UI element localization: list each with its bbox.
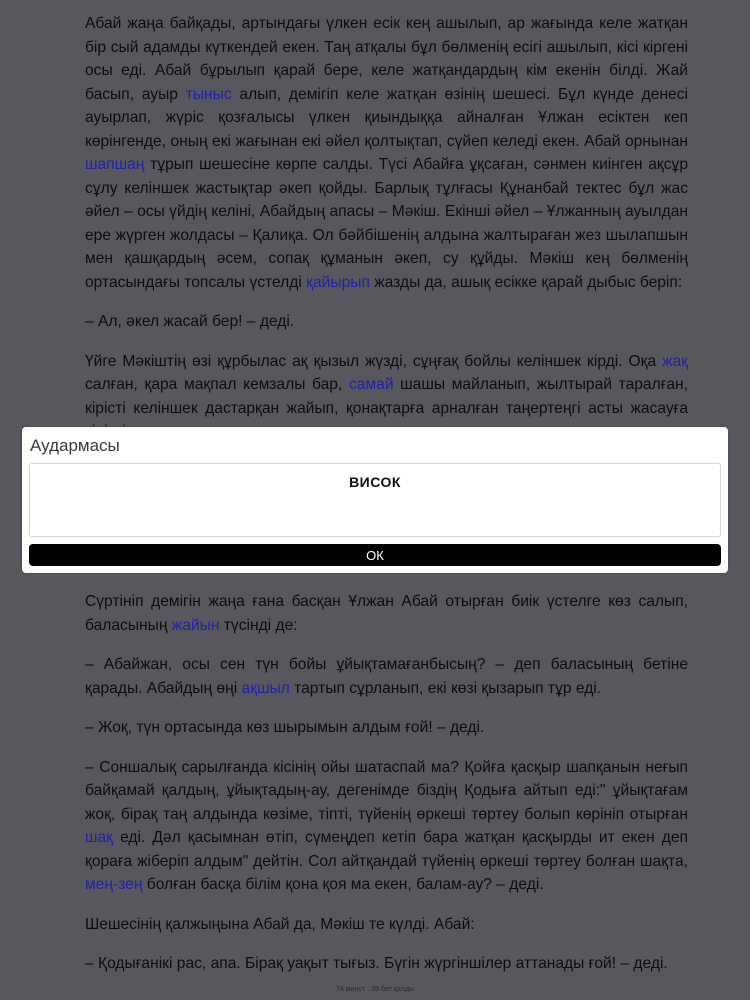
paragraph-gap bbox=[85, 936, 688, 952]
paragraph bbox=[85, 310, 688, 334]
translatable-word-link[interactable]: ақшыл bbox=[241, 679, 290, 697]
text-section-bottom bbox=[85, 590, 688, 976]
text-run: Сүртініп демігін жаңа ғана басқан Ұлжан Абай отырған биік үстелге көз салып, баласының bbox=[85, 593, 688, 634]
paragraph-gap bbox=[85, 294, 688, 310]
paragraph-gap bbox=[85, 897, 688, 913]
text-section-top bbox=[85, 12, 688, 444]
text-run: Абай жаңа байқады, артындағы үлкен есік кең ашылып, ар жағында келе жатқан бір сый адамды күткендей екен. Таң атқалы бұл бөлменің есігі ашылып, кісі кіргені осы еді. Абай бұрылып қарай бере, келе жатқандардың кім екенін білді. Жай басып, ауыр bbox=[85, 15, 688, 103]
paragraph bbox=[85, 12, 688, 294]
paragraph bbox=[85, 590, 688, 637]
text-run: – Ал, әкел жасай бер! – деді. bbox=[85, 313, 295, 330]
translatable-word-link[interactable]: жақ bbox=[662, 352, 688, 370]
translatable-word-link[interactable]: шақ bbox=[85, 829, 114, 846]
text-run: – Абайжан, осы сен түн бойы ұйықтамағанбысың? – деп баласының бетіне қарады. Абайдың өңі bbox=[85, 656, 688, 697]
ok-button[interactable]: ОК bbox=[29, 544, 721, 566]
text-run: түсінді де: bbox=[219, 616, 298, 634]
translatable-word-link[interactable]: тыныс bbox=[185, 85, 232, 103]
translatable-word-link[interactable]: самай bbox=[348, 376, 394, 393]
translatable-word-link[interactable]: мең-зең bbox=[85, 876, 143, 893]
paragraph-gap bbox=[85, 700, 688, 716]
paragraph bbox=[85, 716, 688, 740]
reading-progress-footer bbox=[0, 986, 750, 993]
text-run: тартып сұрланып, екі көзі қызарып тұр еді. bbox=[289, 679, 602, 697]
text-run: Үйге Мәкіштің өзі құрбылас ақ қызыл жүзді, сұңғақ бойлы келіншек кірді. Оқа bbox=[85, 352, 663, 370]
pages-left-text: 39 бет қалды bbox=[371, 986, 414, 993]
text-run: шашы майланып, жылтырай таралған, кірісті келіншек дастарқан жайып, қонақтарға арналған таңертеңгі асты жасауға bbox=[85, 376, 689, 417]
text-run: тұрып шешесіне көрпе салды. Түсі Абайға ұқсаған, сәнмен киінген ақсұр сұлу келіншек жастықтар әкеп қойды. Барлық тұлғасы Құнанбай тектес бұл жас әйел – осы үйдің келіні, Абайдың апасы – Мәкіш. Екінші әйел – Ұлжанның ауылдан ере жүрген жолдасы – Қалиқа. Ол бәйбішенің алдына жалтыраған жез шылапшын мен қашқардың әсем, сопақ құманын әкеп, су құйды. Мәкіш кең бөлменің ортасындағы топсалы үстелді bbox=[85, 156, 688, 291]
text-run: алып, демігіп келе жатқан өзінің шешесі. Бұл күнде денесі ауырлап, жүріс қозғалысы үлкен қиындыққа айналған Ұлжан есіктен кеп көрінгенде, оның екі жағынан екі әйел қолтықтап, сүйеп келеді екен. Абай орнынан bbox=[85, 85, 688, 150]
translatable-word-link[interactable]: шапшаң bbox=[85, 156, 145, 173]
translation-box bbox=[29, 463, 721, 537]
text-run: – Соншалық сарылғанда кісінің ойы шатаспай ма? Қойға қасқыр шапқанын неғып байқамай қалдың, ұйықтадың-ау, дегенімде біздің Қодыға айтып еді:" ұйықтағам жоқ, бірақ таң алдында көзіме, тіпті, түйенің өркеші төртеу болып көрініп отырған bbox=[85, 758, 688, 823]
translatable-word-link[interactable]: жайын bbox=[171, 616, 220, 634]
paragraph-gap bbox=[85, 637, 688, 653]
text-run: жазды да, ашық есікке қарай дыбыс беріп: bbox=[369, 273, 683, 291]
text-run: салған, қара мақпал кемзалы бар, bbox=[85, 376, 349, 393]
paragraph bbox=[85, 756, 688, 897]
text-run: болған басқа білім қона қоя ма екен, балам-ау? – деді. bbox=[142, 876, 544, 893]
paragraph bbox=[85, 952, 688, 976]
text-run: Шешесінің қалжыңына Абай да, Мәкіш те күлді. Абай: bbox=[85, 915, 475, 933]
text-run: еді. Дәл қасымнан өтіп, сүмеңдеп кетіп бара жатқан қасқырды ит екен деп қораға жіберіп алдым" дейтін. Сол айтқандай түйенің өркеші төртеу болған шақта, bbox=[85, 829, 688, 870]
paragraph-gap bbox=[85, 740, 688, 756]
text-run: – Жоқ, түн ортасында көз шырымын алдым ғой! – деді. bbox=[85, 719, 485, 736]
translation-dialog bbox=[22, 427, 728, 573]
footer-separator: · bbox=[367, 986, 370, 993]
translatable-word-link[interactable]: қайырып bbox=[306, 273, 370, 291]
time-left-text: 74 минут bbox=[336, 986, 366, 993]
translation-word: ВИСОК bbox=[349, 474, 401, 490]
text-run: – Қодығанікі рас, апа. Бірақ уақыт тығыз. Бүгін жүргіншілер аттанады ғой! – деді. bbox=[85, 955, 668, 972]
paragraph-gap bbox=[85, 334, 688, 350]
dialog-title: Аудармасы bbox=[30, 436, 120, 455]
paragraph bbox=[85, 913, 688, 937]
paragraph bbox=[85, 653, 688, 700]
